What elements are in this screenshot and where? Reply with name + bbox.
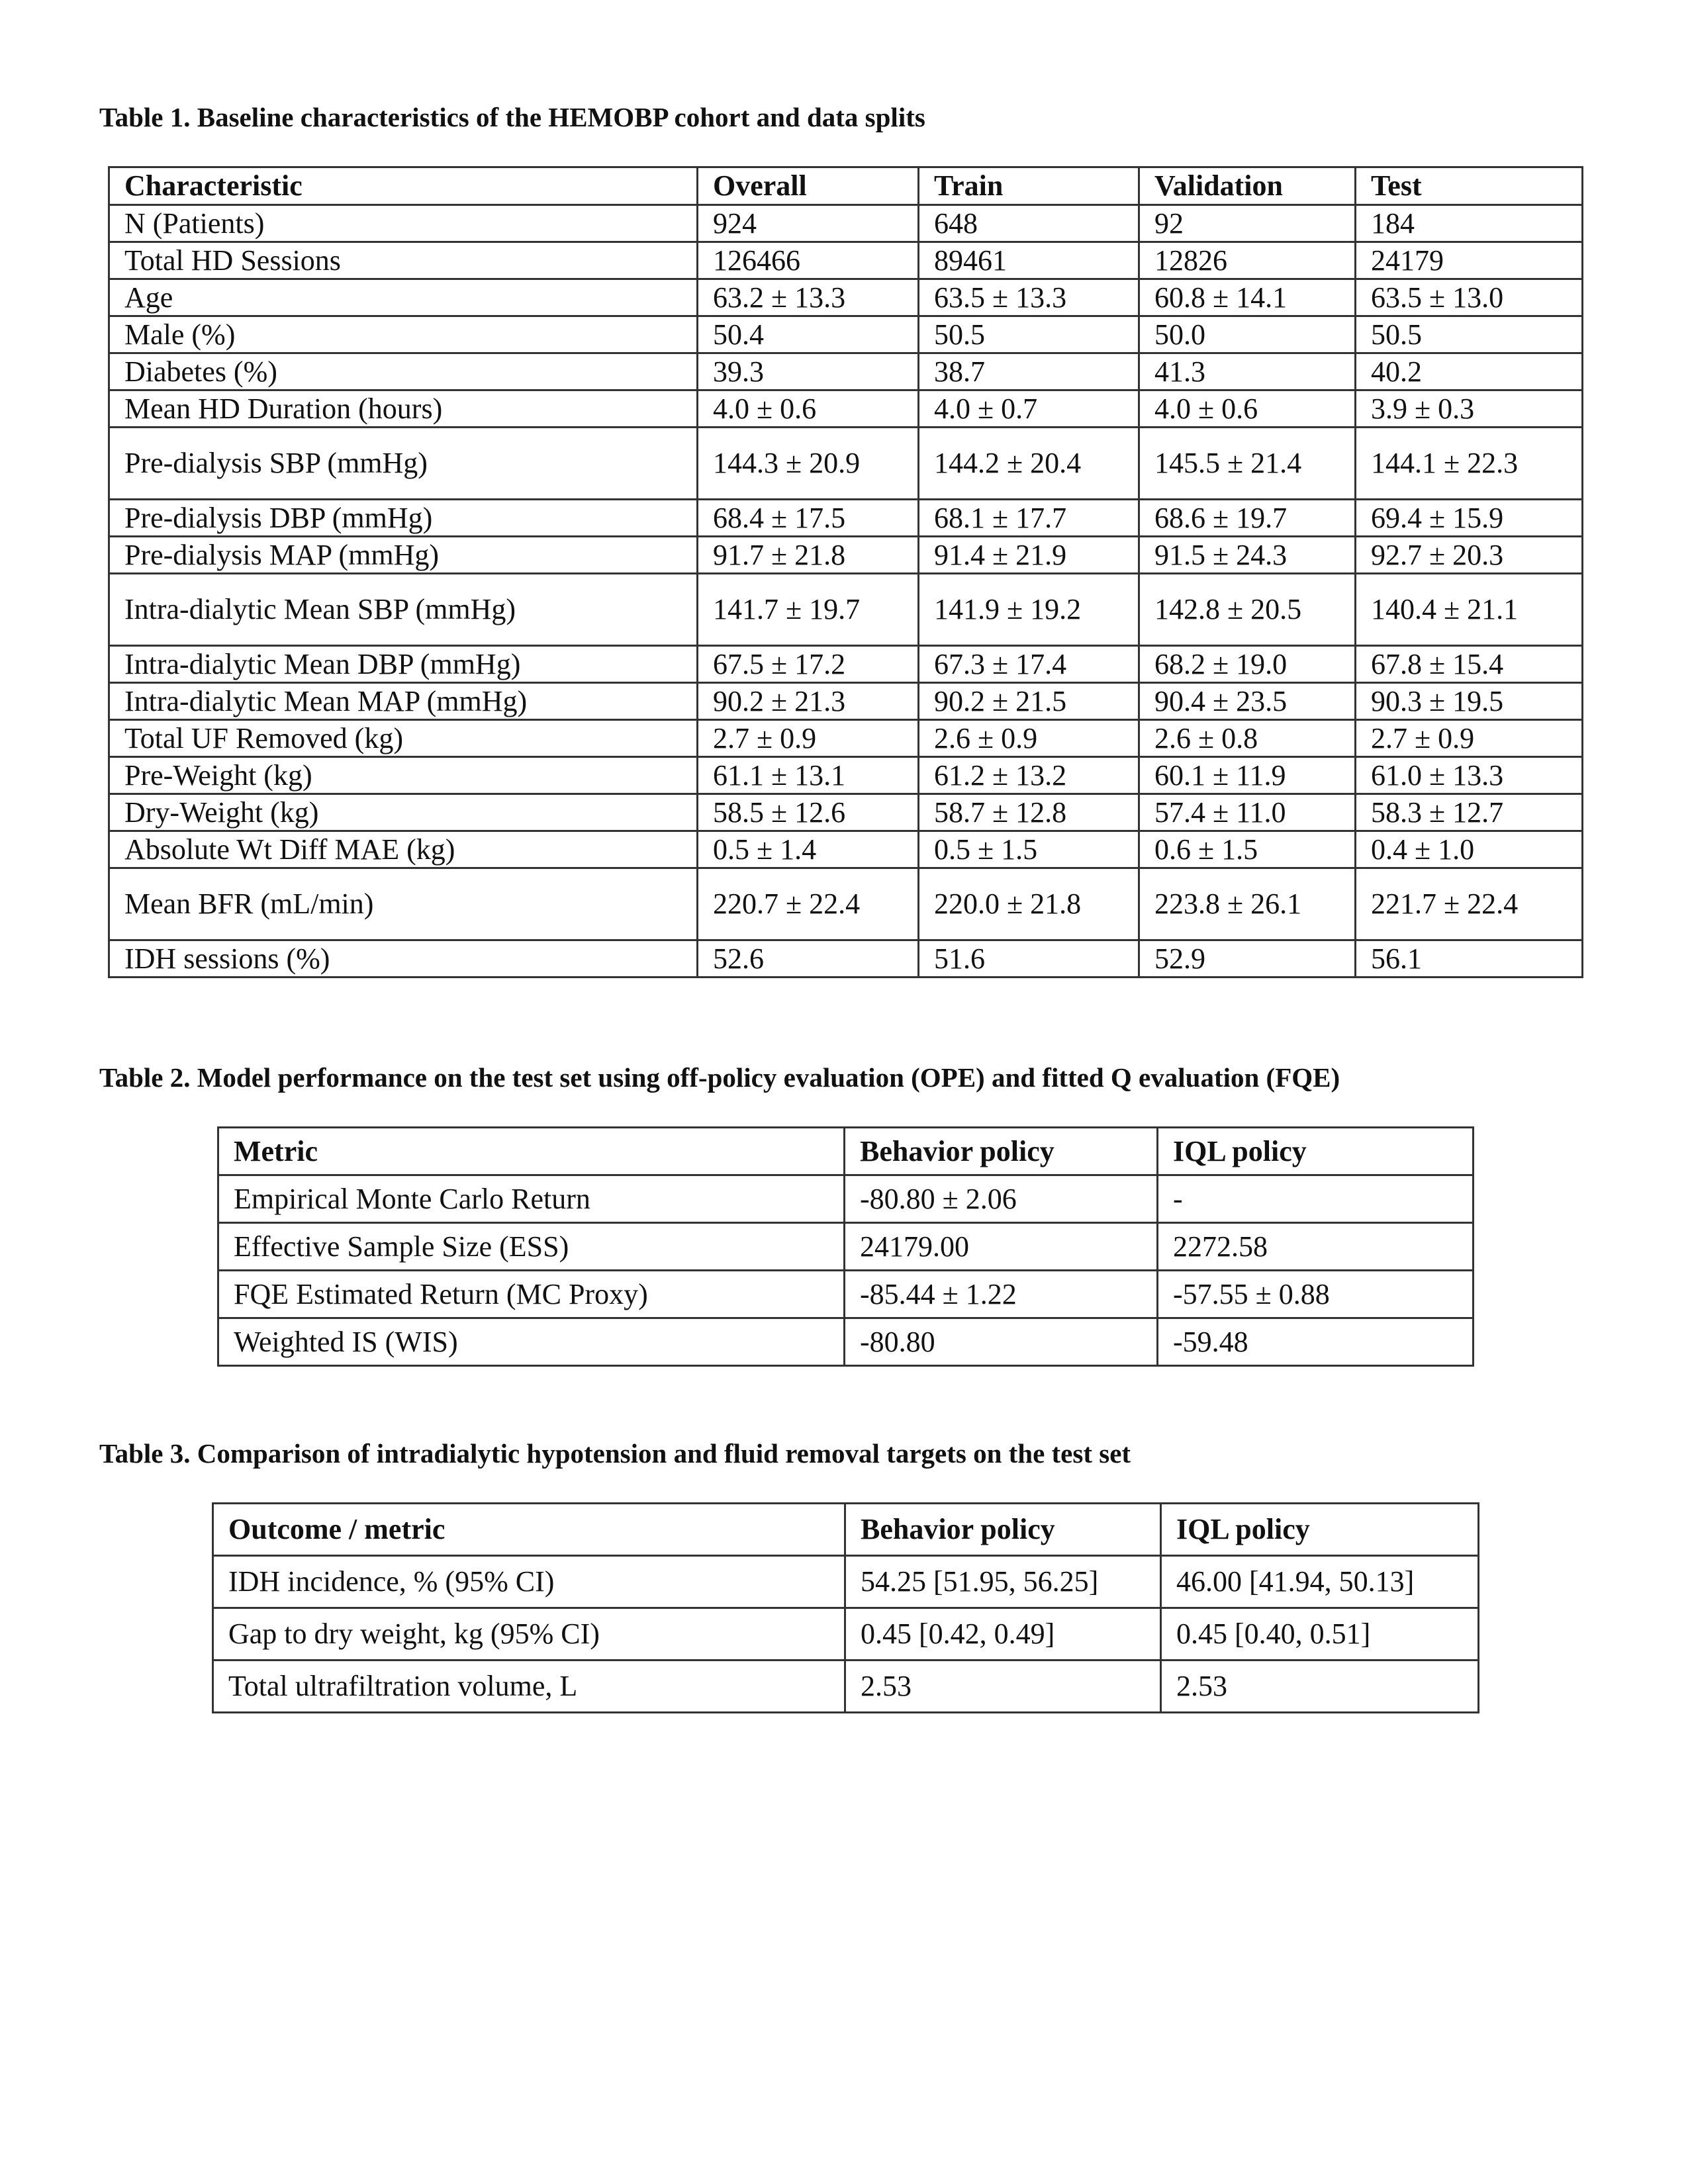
table-cell: 58.5 ± 12.6	[698, 794, 919, 831]
table-cell: 221.7 ± 22.4	[1356, 868, 1583, 940]
table-cell: 2.53	[845, 1661, 1161, 1713]
column-header: Outcome / metric	[213, 1504, 845, 1556]
table-cell: 2.6 ± 0.9	[919, 720, 1139, 757]
table-row	[213, 1661, 1479, 1713]
table-cell: -57.55 ± 0.88	[1158, 1271, 1474, 1318]
table-cell: -85.44 ± 1.22	[845, 1271, 1158, 1318]
column-header: Metric	[218, 1128, 845, 1175]
table-cell: 142.8 ± 20.5	[1139, 574, 1356, 646]
table3-caption: Table 3. Comparison of intradialytic hypotension and fluid removal targets on the test set	[99, 1438, 1131, 1469]
table2-caption: Table 2. Model performance on the test set using off-policy evaluation (OPE) and fitted Q evaluation (FQE)	[99, 1062, 1340, 1093]
table-cell: 648	[919, 205, 1139, 242]
table-cell: 3.9 ± 0.3	[1356, 390, 1583, 428]
table-cell: -	[1158, 1175, 1474, 1223]
row-label: N (Patients)	[109, 205, 698, 242]
table-cell: 140.4 ± 21.1	[1356, 574, 1583, 646]
table-cell: 63.5 ± 13.3	[919, 279, 1139, 316]
table-cell: 90.3 ± 19.5	[1356, 683, 1583, 720]
table-cell: 54.25 [51.95, 56.25]	[845, 1556, 1161, 1608]
table1-caption: Table 1. Baseline characteristics of the HEMOBP cohort and data splits	[99, 102, 925, 132]
table-cell: 68.6 ± 19.7	[1139, 500, 1356, 537]
table-row	[109, 353, 1583, 390]
table-row	[109, 390, 1583, 428]
table-cell: 2.7 ± 0.9	[1356, 720, 1583, 757]
table-cell: 184	[1356, 205, 1583, 242]
column-header: Behavior policy	[845, 1504, 1161, 1556]
table-cell: 145.5 ± 21.4	[1139, 428, 1356, 500]
table-row	[109, 279, 1583, 316]
table-cell: 69.4 ± 15.9	[1356, 500, 1583, 537]
table-cell: 0.5 ± 1.5	[919, 831, 1139, 868]
table-cell: 92.7 ± 20.3	[1356, 537, 1583, 574]
table-cell: 91.5 ± 24.3	[1139, 537, 1356, 574]
column-header: Behavior policy	[845, 1128, 1158, 1175]
row-label: Mean BFR (mL/min)	[109, 868, 698, 940]
table-cell: 2272.58	[1158, 1223, 1474, 1271]
table-cell: 58.3 ± 12.7	[1356, 794, 1583, 831]
table-row	[218, 1175, 1474, 1223]
table-cell: 141.7 ± 19.7	[698, 574, 919, 646]
table-cell: 41.3	[1139, 353, 1356, 390]
table-cell: 0.5 ± 1.4	[698, 831, 919, 868]
column-header: IQL policy	[1161, 1504, 1479, 1556]
table-cell: -59.48	[1158, 1318, 1474, 1366]
row-label: Intra-dialytic Mean DBP (mmHg)	[109, 646, 698, 683]
table-cell: 51.6	[919, 940, 1139, 978]
table-cell: 61.0 ± 13.3	[1356, 757, 1583, 794]
model-performance-table	[217, 1126, 1474, 1367]
row-label: Empirical Monte Carlo Return	[218, 1175, 845, 1223]
table-row	[213, 1556, 1479, 1608]
table-cell: 52.9	[1139, 940, 1356, 978]
table-row	[109, 574, 1583, 646]
table-cell: 67.8 ± 15.4	[1356, 646, 1583, 683]
table-row	[109, 428, 1583, 500]
table-row	[109, 316, 1583, 353]
table-cell: 141.9 ± 19.2	[919, 574, 1139, 646]
table-cell: 4.0 ± 0.6	[698, 390, 919, 428]
table-cell: 24179	[1356, 242, 1583, 279]
row-label: IDH sessions (%)	[109, 940, 698, 978]
row-label: Weighted IS (WIS)	[218, 1318, 845, 1366]
row-label: Total UF Removed (kg)	[109, 720, 698, 757]
table-row	[213, 1608, 1479, 1661]
row-label: Effective Sample Size (ESS)	[218, 1223, 845, 1271]
table-cell: 67.3 ± 17.4	[919, 646, 1139, 683]
column-header: Validation	[1139, 167, 1356, 205]
table-cell: 50.4	[698, 316, 919, 353]
table-cell: 68.1 ± 17.7	[919, 500, 1139, 537]
table-cell: 4.0 ± 0.7	[919, 390, 1139, 428]
table-cell: -80.80 ± 2.06	[845, 1175, 1158, 1223]
table-cell: 0.45 [0.40, 0.51]	[1161, 1608, 1479, 1661]
row-label: Mean HD Duration (hours)	[109, 390, 698, 428]
table-cell: 0.45 [0.42, 0.49]	[845, 1608, 1161, 1661]
table-cell: 61.2 ± 13.2	[919, 757, 1139, 794]
row-label: Dry-Weight (kg)	[109, 794, 698, 831]
baseline-characteristics-table	[108, 166, 1583, 978]
column-header: Overall	[698, 167, 919, 205]
table-cell: 2.6 ± 0.8	[1139, 720, 1356, 757]
table-cell: 12826	[1139, 242, 1356, 279]
column-header: Train	[919, 167, 1139, 205]
table-cell: 56.1	[1356, 940, 1583, 978]
table-cell: 24179.00	[845, 1223, 1158, 1271]
table-cell: 63.2 ± 13.3	[698, 279, 919, 316]
row-label: Absolute Wt Diff MAE (kg)	[109, 831, 698, 868]
table-row	[109, 757, 1583, 794]
table-cell: 2.53	[1161, 1661, 1479, 1713]
table-cell: 50.5	[1356, 316, 1583, 353]
table-cell: 223.8 ± 26.1	[1139, 868, 1356, 940]
table-row	[109, 242, 1583, 279]
row-label: Pre-dialysis DBP (mmHg)	[109, 500, 698, 537]
table-cell: 52.6	[698, 940, 919, 978]
table-cell: 924	[698, 205, 919, 242]
table-row	[109, 683, 1583, 720]
table-row	[109, 940, 1583, 978]
table-cell: 39.3	[698, 353, 919, 390]
table-row	[109, 831, 1583, 868]
row-label: Pre-dialysis MAP (mmHg)	[109, 537, 698, 574]
table-cell: 4.0 ± 0.6	[1139, 390, 1356, 428]
table-row	[109, 646, 1583, 683]
table-cell: 220.7 ± 22.4	[698, 868, 919, 940]
table-cell: 61.1 ± 13.1	[698, 757, 919, 794]
row-label: Total ultrafiltration volume, L	[213, 1661, 845, 1713]
table-row	[218, 1223, 1474, 1271]
table-cell: 90.2 ± 21.3	[698, 683, 919, 720]
table-cell: 50.5	[919, 316, 1139, 353]
table-cell: 220.0 ± 21.8	[919, 868, 1139, 940]
idh-fluid-removal-table	[212, 1502, 1479, 1713]
row-label: Male (%)	[109, 316, 698, 353]
row-label: Gap to dry weight, kg (95% CI)	[213, 1608, 845, 1661]
table-cell: 57.4 ± 11.0	[1139, 794, 1356, 831]
row-label: IDH incidence, % (95% CI)	[213, 1556, 845, 1608]
table-cell: 144.3 ± 20.9	[698, 428, 919, 500]
table-row	[109, 500, 1583, 537]
table-header-row	[218, 1128, 1474, 1175]
table-cell: 50.0	[1139, 316, 1356, 353]
table-cell: 90.2 ± 21.5	[919, 683, 1139, 720]
table-cell: 40.2	[1356, 353, 1583, 390]
table-cell: 126466	[698, 242, 919, 279]
table-cell: 46.00 [41.94, 50.13]	[1161, 1556, 1479, 1608]
table-header-row	[109, 167, 1583, 205]
table-row	[218, 1271, 1474, 1318]
table-cell: 58.7 ± 12.8	[919, 794, 1139, 831]
table-cell: 60.8 ± 14.1	[1139, 279, 1356, 316]
table-cell: 144.1 ± 22.3	[1356, 428, 1583, 500]
table-header-row	[213, 1504, 1479, 1556]
row-label: Pre-Weight (kg)	[109, 757, 698, 794]
table-row	[109, 720, 1583, 757]
table-cell: 144.2 ± 20.4	[919, 428, 1139, 500]
table-row	[109, 794, 1583, 831]
table-cell: 92	[1139, 205, 1356, 242]
table-cell: 91.7 ± 21.8	[698, 537, 919, 574]
table-cell: 2.7 ± 0.9	[698, 720, 919, 757]
row-label: Age	[109, 279, 698, 316]
row-label: Pre-dialysis SBP (mmHg)	[109, 428, 698, 500]
row-label: FQE Estimated Return (MC Proxy)	[218, 1271, 845, 1318]
table-row	[109, 868, 1583, 940]
row-label: Diabetes (%)	[109, 353, 698, 390]
table-cell: 67.5 ± 17.2	[698, 646, 919, 683]
table-cell: 91.4 ± 21.9	[919, 537, 1139, 574]
table-cell: 89461	[919, 242, 1139, 279]
column-header: Characteristic	[109, 167, 698, 205]
table-cell: 68.4 ± 17.5	[698, 500, 919, 537]
table-cell: 38.7	[919, 353, 1139, 390]
table-cell: 63.5 ± 13.0	[1356, 279, 1583, 316]
row-label: Total HD Sessions	[109, 242, 698, 279]
row-label: Intra-dialytic Mean MAP (mmHg)	[109, 683, 698, 720]
table-cell: -80.80	[845, 1318, 1158, 1366]
table-cell: 90.4 ± 23.5	[1139, 683, 1356, 720]
table-row	[218, 1318, 1474, 1366]
column-header: Test	[1356, 167, 1583, 205]
table-row	[109, 205, 1583, 242]
column-header: IQL policy	[1158, 1128, 1474, 1175]
table-cell: 68.2 ± 19.0	[1139, 646, 1356, 683]
table-cell: 60.1 ± 11.9	[1139, 757, 1356, 794]
table-row	[109, 537, 1583, 574]
table-cell: 0.6 ± 1.5	[1139, 831, 1356, 868]
row-label: Intra-dialytic Mean SBP (mmHg)	[109, 574, 698, 646]
table-cell: 0.4 ± 1.0	[1356, 831, 1583, 868]
